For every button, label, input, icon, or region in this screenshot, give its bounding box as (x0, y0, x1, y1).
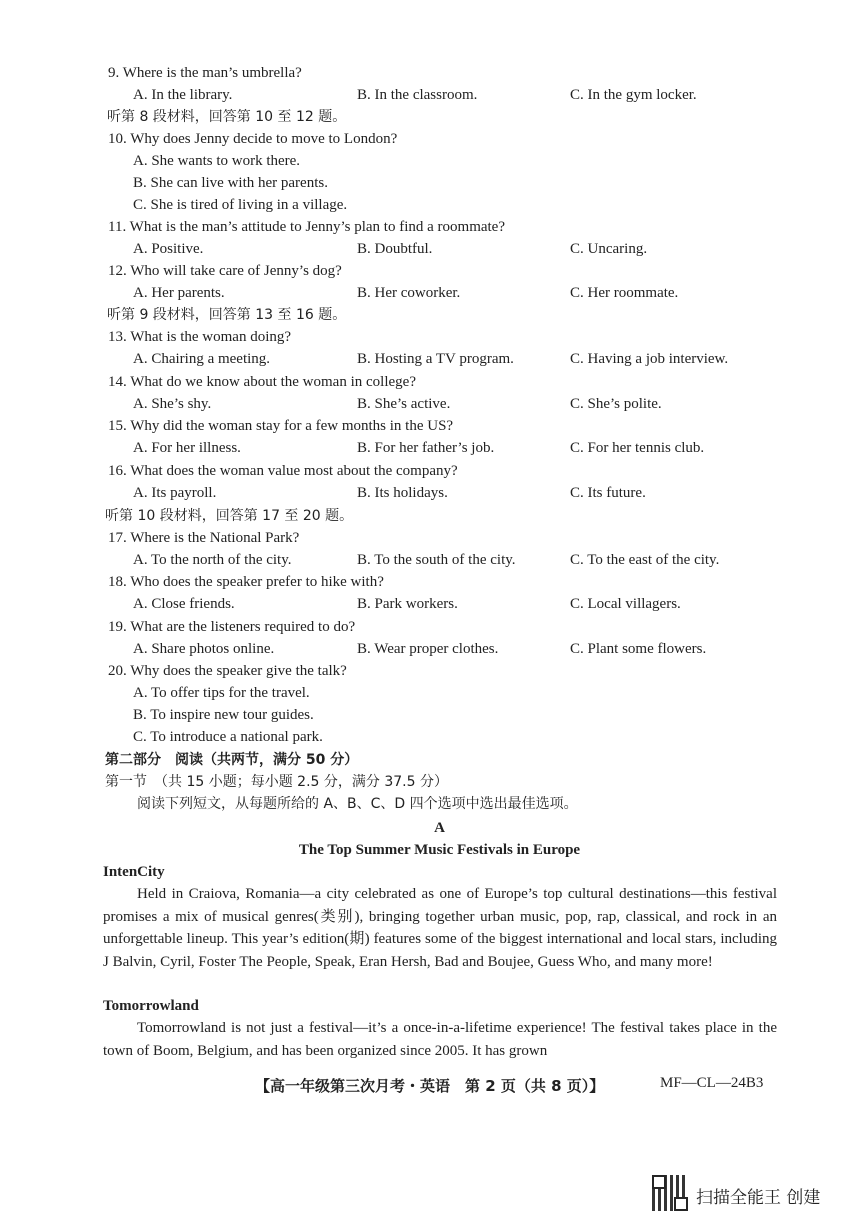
footer-exam-info: 【高一年级第三次月考・英语 第 2 页（共 8 页）】 (255, 1077, 605, 1095)
option-17b: B. To the south of the city. (357, 552, 516, 568)
option-17a: A. To the north of the city. (133, 552, 292, 568)
passage-title: The Top Summer Music Festivals in Europe (298, 842, 581, 858)
option-15b: B. For her father’s job. (357, 440, 495, 456)
option-19b: B. Wear proper clothes. (357, 641, 499, 657)
option-9b: B. In the classroom. (357, 87, 478, 103)
question-11: 11. What is the man’s attitude to Jenny’s plan to find a roommate? (108, 219, 506, 235)
instruction-9: 听第 9 段材料，回答第 13 至 16 题。 (107, 307, 347, 323)
option-16c: C. Its future. (570, 485, 646, 501)
festival-heading-1: IntenCity (103, 864, 165, 880)
question-13: 13. What is the woman doing? (108, 329, 292, 345)
option-13a: A. Chairing a meeting. (133, 351, 271, 367)
question-9: 9. Where is the man’s umbrella? (108, 65, 302, 81)
question-15: 15. Why did the woman stay for a few months in the US? (108, 418, 454, 434)
option-10b: B. She can live with her parents. (133, 175, 328, 191)
option-19c: C. Plant some flowers. (570, 641, 707, 657)
qr-code-icon (652, 1175, 688, 1211)
option-12a: A. Her parents. (133, 285, 225, 301)
question-19: 19. What are the listeners required to do? (108, 619, 356, 635)
option-17c: C. To the east of the city. (570, 552, 720, 568)
question-20: 20. Why does the speaker give the talk? (108, 663, 347, 679)
option-12c: C. Her roommate. (570, 285, 679, 301)
option-20a: A. To offer tips for the travel. (133, 685, 310, 701)
question-17: 17. Where is the National Park? (108, 530, 300, 546)
part2-title: 第二部分 阅读（共两节，满分 50 分） (105, 752, 359, 768)
question-16: 16. What does the woman value most about the company? (108, 463, 458, 479)
question-12: 12. Who will take care of Jenny’s dog? (108, 263, 342, 279)
festival-heading-2: Tomorrowland (103, 998, 199, 1014)
option-18a: A. Close friends. (133, 596, 235, 612)
question-18: 18. Who does the speaker prefer to hike with? (108, 574, 384, 590)
footer-code: MF—CL—24B3 (660, 1075, 764, 1091)
option-14c: C. She’s polite. (570, 396, 662, 412)
option-9c: C. In the gym locker. (570, 87, 697, 103)
instruction-8: 听第 8 段材料，回答第 10 至 12 题。 (107, 109, 347, 125)
option-16b: B. Its holidays. (357, 485, 448, 501)
option-18c: C. Local villagers. (570, 596, 681, 612)
option-18b: B. Park workers. (357, 596, 458, 612)
option-20c: C. To introduce a national park. (133, 729, 323, 745)
option-19a: A. Share photos online. (133, 641, 275, 657)
festival-paragraph-1: Held in Craiova, Romania—a city celebrated as one of Europe’s top cultural destinations—this festival promises a mix of musical genres(类别), bringing together urban music, pop, rap, classical, and rock in an unforgettable lineup. This year’s edition(期) features some of the biggest international and local stars, including J Balvin, Cyril, Foster The People, Speak, Eran Hersh, Bad and Boujee, Guess Who, and many more! (103, 886, 777, 970)
question-14: 14. What do we know about the woman in college? (108, 374, 416, 390)
option-13b: B. Hosting a TV program. (357, 351, 514, 367)
festival-paragraph-2: Tomorrowland is not just a festival—it’s a once-in-a-lifetime experience! The festival takes place in the town of Boom, Belgium, and has been organized since 2005. It has grown (103, 1020, 777, 1059)
option-9a: A. In the library. (133, 87, 233, 103)
option-15c: C. For her tennis club. (570, 440, 705, 456)
option-20b: B. To inspire new tour guides. (133, 707, 314, 723)
reading-instruction: 阅读下列短文，从每题所给的 A、B、C、D 四个选项中选出最佳选项。 (137, 796, 578, 812)
scanner-watermark: 扫描全能王 创建 (696, 1188, 821, 1208)
passage-letter: A (434, 820, 445, 836)
option-11b: B. Doubtful. (357, 241, 433, 257)
option-10c: C. She is tired of living in a village. (133, 197, 348, 213)
question-10: 10. Why does Jenny decide to move to London? (108, 131, 398, 147)
option-12b: B. Her coworker. (357, 285, 461, 301)
option-15a: A. For her illness. (133, 440, 241, 456)
instruction-10: 听第 10 段材料，回答第 17 至 20 题。 (105, 508, 354, 524)
option-11a: A. Positive. (133, 241, 204, 257)
option-13c: C. Having a job interview. (570, 351, 729, 367)
option-14a: A. She’s shy. (133, 396, 212, 412)
option-10a: A. She wants to work there. (133, 153, 301, 169)
option-11c: C. Uncaring. (570, 241, 648, 257)
option-14b: B. She’s active. (357, 396, 451, 412)
option-16a: A. Its payroll. (133, 485, 217, 501)
section1-title: 第一节 （共 15 小题；每小题 2.5 分，满分 37.5 分） (105, 774, 448, 790)
